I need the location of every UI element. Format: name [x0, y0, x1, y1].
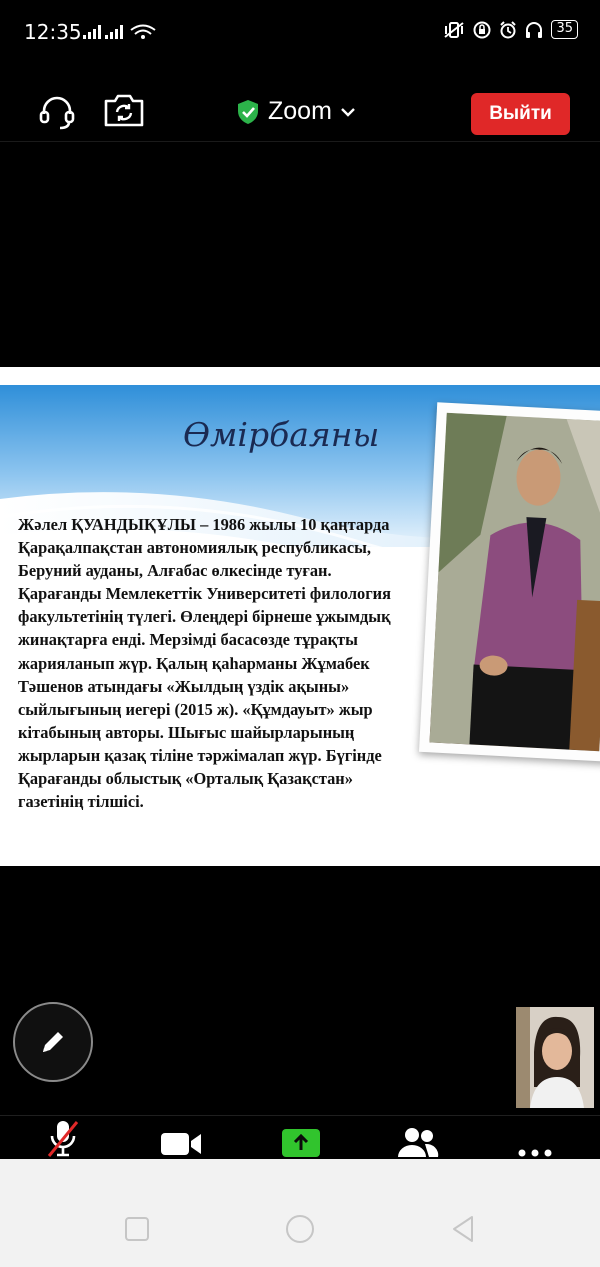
bio-line: газетінің тілшісі.	[18, 792, 144, 812]
participants-icon	[397, 1126, 439, 1158]
bio-line: жарияланып жүр. Қалың қаһармaны Жұмабек	[18, 653, 370, 673]
video-camera-icon	[160, 1130, 202, 1158]
bio-line: жырларын қазақ тіліне тәржімалап жүр. Бүгінде	[18, 745, 382, 765]
bio-line: жинақтарға енді. Мерзімді басасөзде тұрақты	[18, 630, 358, 650]
share-screen-icon	[281, 1128, 321, 1158]
status-bar	[0, 0, 600, 64]
bio-line: Қарақалпақстан автономиялық республикасы,	[18, 538, 371, 558]
portrait-photo	[429, 413, 600, 751]
participant-video	[516, 1007, 594, 1108]
muted-microphone-icon	[46, 1118, 80, 1158]
slide-title: Өмірбаяны	[183, 415, 380, 454]
more-dots-icon	[517, 1148, 553, 1158]
leave-button[interactable]: Выйти	[471, 93, 570, 135]
speaker-icon[interactable]	[38, 94, 76, 132]
bio-line: сыйлығының иегері (2015 ж). «Құмдауыт» жыр	[18, 699, 373, 719]
home-icon[interactable]	[284, 1213, 316, 1245]
system-navigation-bar	[0, 1159, 600, 1267]
meeting-title: Zoom	[268, 97, 332, 125]
bio-line: Беруний ауданы, Алғабас өлкесінде туған.	[18, 561, 332, 581]
bio-line: кітабының авторы. Шығыс шайырларының	[18, 722, 355, 742]
bio-line: факультетінің түлегі. Өлеңдері бірнеше ұжымдық	[18, 607, 391, 627]
pencil-icon	[38, 1027, 68, 1057]
chevron-down-icon	[340, 106, 356, 118]
bio-line: Қарағанды Мемлекеттік Университеті филология	[18, 584, 391, 604]
meeting-top-bar	[0, 64, 600, 142]
status-time: 12:35	[24, 20, 82, 44]
lock-rotation-icon	[473, 21, 491, 39]
headphones-icon	[525, 21, 543, 39]
meeting-title-dropdown[interactable]	[236, 97, 356, 126]
portrait-frame	[419, 402, 600, 761]
alarm-icon	[499, 21, 517, 39]
bio-line: Жәлел ҚУАНДЫҚҰЛЫ – 1986 жылы 10 қаңтарда	[18, 515, 390, 534]
biography-text	[18, 513, 430, 813]
vibrate-icon	[443, 21, 465, 39]
self-video-thumbnail[interactable]	[516, 1007, 594, 1108]
bio-line: Қарағанды облыстық «Орталық Қазақстан»	[18, 769, 353, 789]
battery-indicator: 35	[551, 20, 578, 39]
verified-shield-icon	[236, 99, 260, 125]
status-icons	[443, 20, 578, 39]
switch-camera-icon[interactable]	[103, 92, 145, 128]
back-icon[interactable]	[450, 1215, 476, 1243]
annotate-button[interactable]	[13, 1002, 93, 1082]
signal-icon	[83, 24, 157, 40]
bio-line: Тәшенов атындағы «Жылдың үздік ақыны»	[18, 676, 350, 696]
shared-screen	[0, 367, 600, 866]
recent-apps-icon[interactable]	[124, 1216, 150, 1242]
